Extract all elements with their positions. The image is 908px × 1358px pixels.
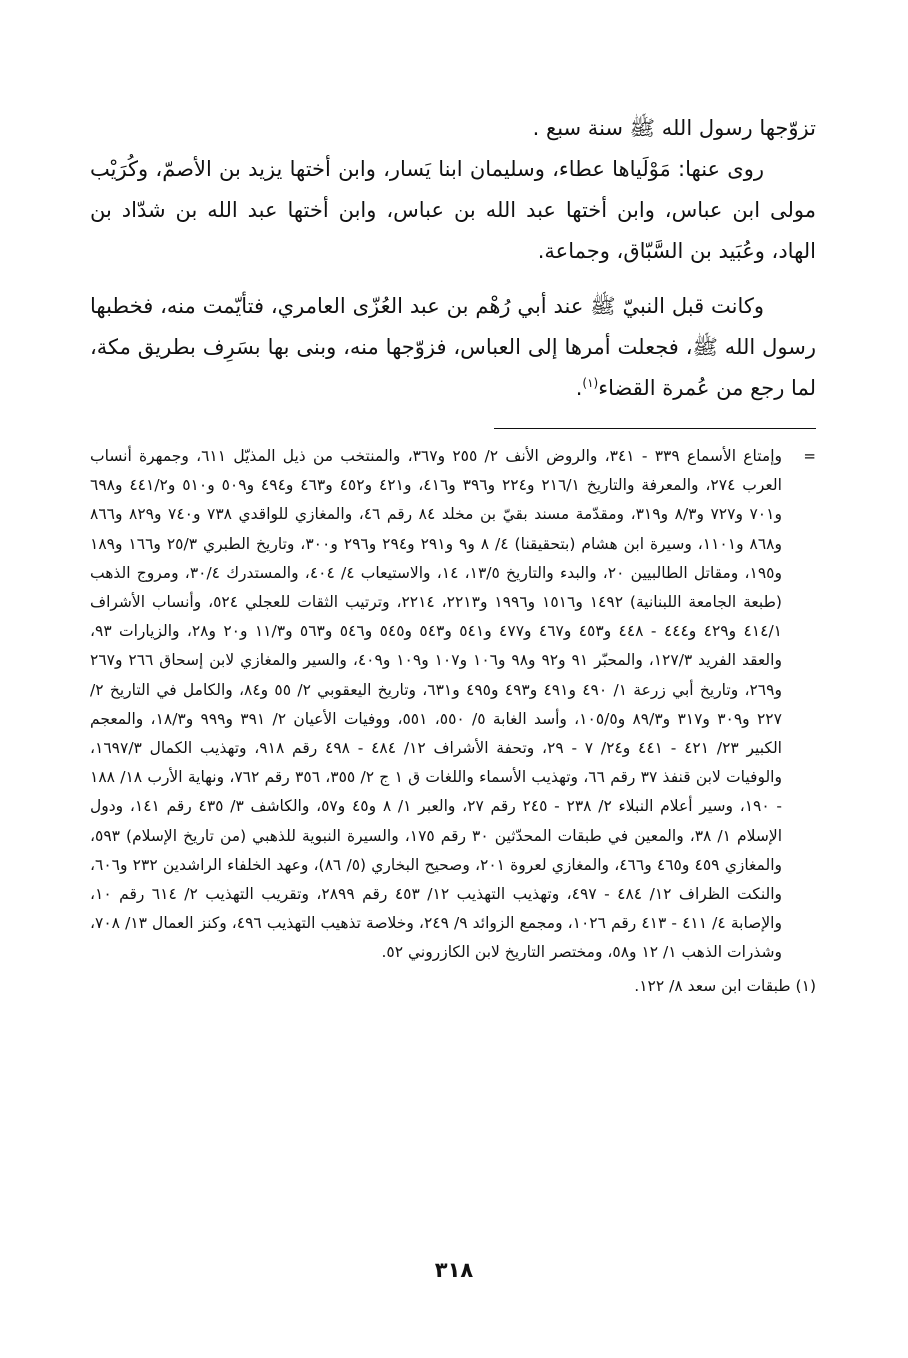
footnote-reference-1[interactable]: (١)	[582, 376, 599, 390]
footnote-continuation	[90, 442, 816, 968]
footnote-separator	[494, 428, 816, 429]
footnote-continuation-text: وإمتاع الأسماع ٣٣٩ - ٣٤١، والروض الأنف ٢/ ٢٥٥ و٣٦٧، والمنتخب من ذيل المذيّل ٦١١، وجمهرة أنساب العرب ٢٧٤، والمعرفة والتاريخ ٢١٦/١ و٢٢٤ و٣٩٦ و٤١٦، و٤٢١ و٤٥٢ و٤٦٣ و٤٩٤ و٥٠٩ و٥١٠ و٤٤١/٢ و٦٩٨ و٧٠١ و٧٢٧ و٨/٣ و٣١٩، ومقدّمة مسند بقيّ بن مخلد ٨٤ رقم ٤٦، والمغازي للواقدي ٧٣٨ و٧٤٠ و٨٢٩ و٨٦٦ و٨٦٨ و١١٠١، وسيرة ابن هشام (بتحقيقنا) ٤/ ٨ و٩ و٢٩١ و٢٩٤ و٢٩٦ و٣٠٠، وتاريخ الطبري ٢٥/٣ و١٦٦ و١٨٩ و١٩٥، ومقاتل الطالبيين ٢٠، والبدء والتاريخ ١٣/٥، ١٤، والاستيعاب ٤/ ٤٠٤، والمستدرك ٣٠/٤، ومروج الذهب (طبعة الجامعة اللبنانية) ١٤٩٢ و١٥١٦ و١٩٩٦ و٢٢١٣، ٢٢١٤، وترتيب الثقات للعجلي ٥٢٤، وأنساب الأشراف ٤١٤/١ و٤٢٩ و٤٤٤ - ٤٤٨ و٤٥٣ و٤٦٧ و٤٧٧ و٥٤١ و٥٤٣ و٥٤٥ و٥٤٦ و٥٦٣ و١١/٣ و٢٠ و٢٨، والزيارات ٩٣، والعقد الفريد ١٢٧/٣، والمحبّر ٩١ و٩٢ و٩٨ و١٠٦ و١٠٧ و١٠٩ و٤٠٩، والسير والمغازي لابن إسحاق ٢٦٦ و٢٦٧ و٢٦٩، وتاريخ أبي زرعة ١/ ٤٩٠ و٤٩١ و٤٩٣ و٤٩٥ و٦٣١، وتاريخ اليعقوبي ٢/ ٥٥ و٨٤، والكامل في التاريخ ٢/ ٢٢٧ و٣٠٩ و٣١٧ و٨٩/٣ و١٠٥/٥، وأسد الغابة ٥/ ٥٥٠، ٥٥١، ووفيات الأعيان ٢/ ٣٩١ و٩٩٩ و١٨/٣، والمعجم الكبير ٢٣/ ٤٢١ - ٤٤١ و٢٤/ ٧ - ٢٩، وتحفة الأشراف ١٢/ ٤٨٤ - ٤٩٨ رقم ٩١٨، وتهذيب الكمال ١٦٩٧/٣، والوفيات لابن قنفذ ٣٧ رقم ٦٦، وتهذيب الأسماء واللغات ق ١ ج ٢/ ٣٥٥، ٣٥٦ رقم ٧٦٢، ونهاية الأرب ١٨/ ١٨٨ - ١٩٠، وسير أعلام النبلاء ٢/ ٢٣٨ - ٢٤٥ رقم ٢٧، والعبر ١/ ٨ و٤٥ و٥٧، والكاشف ٣/ ٤٣٥ رقم ١٤١، ودول الإسلام ١/ ٣٨، والمعين في طبقات المحدّثين ٣٠ رقم ١٧٥، والسيرة النبوية للذهبي (من تاريخ الإسلام) ٥٩٣، والمغازي ٤٥٩ و٤٦٥ و٤٦٦، والمغازي لعروة ٢٠١، وصحيح البخاري (٥/ ٨٦)، وعهد الخلفاء الراشدين ٢٣٢ و٦٠٦، والنكت الظراف ١٢/ ٤٨٤ - ٤٩٧، وتهذيب التهذيب ١٢/ ٤٥٣ رقم ٢٨٩٩، وتقريب التهذيب ٢/ ٦١٤ رقم ١٠، والإصابة ٤/ ٤١١ - ٤١٣ رقم ١٠٢٦، ومجمع الزوائد ٩/ ٢٤٩، وخلاصة تذهيب التهذيب ٤٩٦، وكنز العمال ١٣/ ٧٠٨، وشذرات الذهب ١/ ١٢ و٥٨، ومختصر التاريخ لابن الكازروني ٥٢.	[90, 447, 783, 962]
continuation-mark: =	[803, 447, 816, 465]
page-number: ٣١٨	[434, 1258, 474, 1282]
paragraph-3-text: وكانت قبل النبيّ ﷺ عند أبي رُهْم بن عبد العُزّى العامري، فتأيّمت منه، فخطبها رسول الله ﷺ، فجعلت أمرها إلى العباس، فزوّجها منه، وبنى بها بسَرِف بطريق مكة، لما رجع من عُمرة القضاء	[90, 294, 816, 400]
paragraph-3	[90, 286, 816, 409]
paragraph-3-end: .	[575, 376, 583, 400]
main-text	[90, 108, 816, 409]
paragraph-1: تزوّجها رسول الله ﷺ سنة سبع .	[532, 116, 816, 140]
footnotes	[90, 442, 816, 1001]
footnote-1: (١) طبقات ابن سعد ٨/ ١٢٢.	[634, 976, 816, 995]
paragraph-2: روى عنها: مَوْلَياها عطاء، وسليمان ابنا يَسار، وابن أختها يزيد بن الأصمّ، وكُرَيْب مولى ابن عباس، وابن أختها عبد الله بن عباس، وابن أختها عبد الله بن شدّاد بن الهاد، وعُبَيد بن السَّبّاق، وجماعة.	[90, 157, 816, 263]
